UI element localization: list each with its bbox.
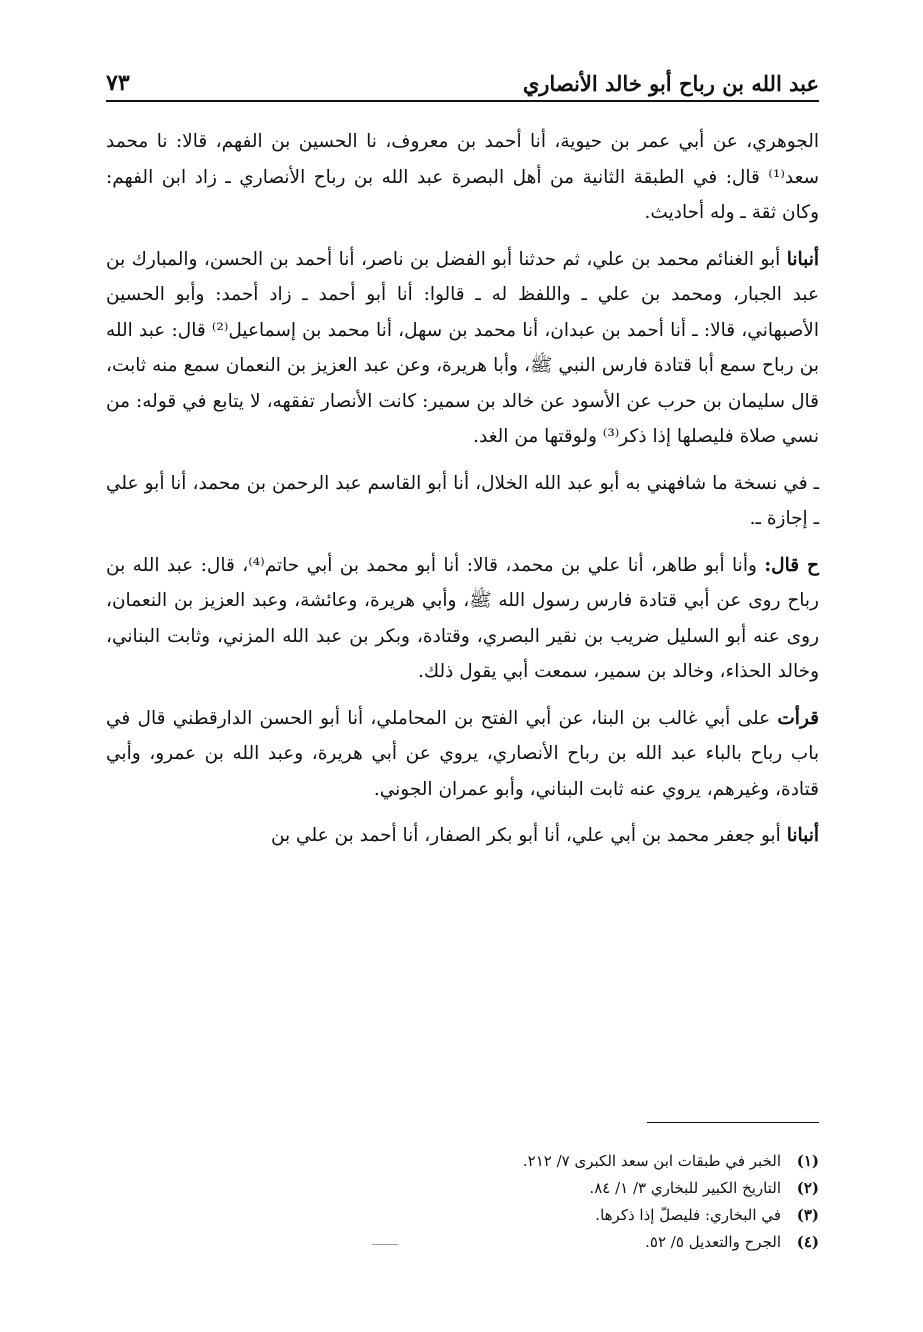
paragraph-2: أنبانا أبو الغنائم محمد بن علي، ثم حدثنا أبو الفضل بن ناصر، أنا أحمد بن الحسن، والمبارك بن عبد الجبار، ومحمد بن علي ـ واللفظ له ـ قالوا: أنا أبو أحمد ـ زاد أحمد: وأبو الحسين الأصبهاني، قالا: ـ أنا أحمد بن عبدان، أنا محمد بن سهل، أنا محمد بن إسماعيل⁽²⁾ قال: عبد الله بن رباح سمع أبا قتادة فارس النبي ﷺ، وأبا هريرة، وعن عبد العزيز بن النعمان سمع منه ثابت، قال سليمان بن حرب عن الأسود عن خالد بن سمير: كانت الأنصار تفقهه، لا يتابع في قوله: من نسي صلاة فليصلها إذا ذكر⁽³⁾ ولوقتها من الغد. — [106, 248, 819, 447]
footnote-number: (٤) — [796, 1233, 819, 1251]
footnote-text: التاريخ الكبير للبخاري ٣/ ١/ ٨٤. — [589, 1179, 781, 1197]
page-number: ٧٣ — [106, 70, 130, 96]
footnote-text: في البخاري: فليصلّ إذا ذكرها. — [595, 1206, 781, 1224]
footnote-3 — [106, 1202, 819, 1229]
footnote-1 — [106, 1148, 819, 1175]
paragraph-5: قرأت على أبي غالب بن البنا، عن أبي الفتح بن المحاملي، أنا أبو الحسن الدارقطني قال في باب رباح بالباء عبد الله بن رباح الأنصاري، يروي عن أبي هريرة، وعبد الله بن عمرو، وأبي قتادة، وغيرهم، يروي عنه ثابت البناني، وأبو عمران الجوني. — [106, 707, 819, 800]
paragraph-4: ح قال: وأنا أبو طاهر، أنا علي بن محمد، قالا: أنا أبو محمد بن أبي حاتم⁽⁴⁾، قال: عبد الله بن رباح روى عن أبي قتادة فارس رسول الله ﷺ، وأبي هريرة، وعائشة، وعبد العزيز بن النعمان، روى عنه أبو السليل ضريب بن نقير البصري، وقتادة، وبكر بن عبد الله المزني، وثابت البناني، وخالد الحذاء، وخالد بن سمير، سمعت أبي يقول ذلك. — [106, 554, 820, 682]
footnote-text: الخبر في طبقات ابن سعد الكبرى ٧/ ٢١٢. — [522, 1152, 781, 1170]
main-text — [106, 124, 819, 865]
footnotes — [106, 1148, 819, 1256]
running-title: عبد الله بن رباح أبو خالد الأنصاري — [522, 71, 819, 96]
footnote-number: (٣) — [796, 1206, 819, 1224]
running-header — [106, 58, 819, 102]
paragraph-6: أنبانا أبو جعفر محمد بن أبي علي، أنا أبو بكر الصفار، أنا أحمد بن علي بن — [270, 825, 819, 846]
footnote-4 — [106, 1229, 819, 1256]
paragraph-3: ـ في نسخة ما شافهني به أبو عبد الله الخلال، أنا أبو القاسم عبد الرحمن بن محمد، أنا أبو علي ـ إجازة ـ. — [106, 472, 819, 529]
paragraph-1: الجوهري، عن أبي عمر بن حيوية، أنا أحمد بن معروف، نا الحسين بن الفهم، قالا: نا محمد سعد⁽¹⁾ قال: في الطبقة الثانية من أهل البصرة عبد الله بن رباح الأنصاري ـ زاد ابن الفهم: وكان ثقة ـ وله أحاديث. — [106, 131, 819, 223]
scan-artifact-line — [372, 1244, 398, 1245]
footnote-2 — [106, 1175, 819, 1202]
footnote-number: (١) — [796, 1152, 819, 1170]
footnote-text: الجرح والتعديل ٥/ ٥٢. — [645, 1233, 781, 1251]
footnote-divider — [647, 1122, 819, 1123]
footnote-number: (٢) — [796, 1179, 819, 1197]
